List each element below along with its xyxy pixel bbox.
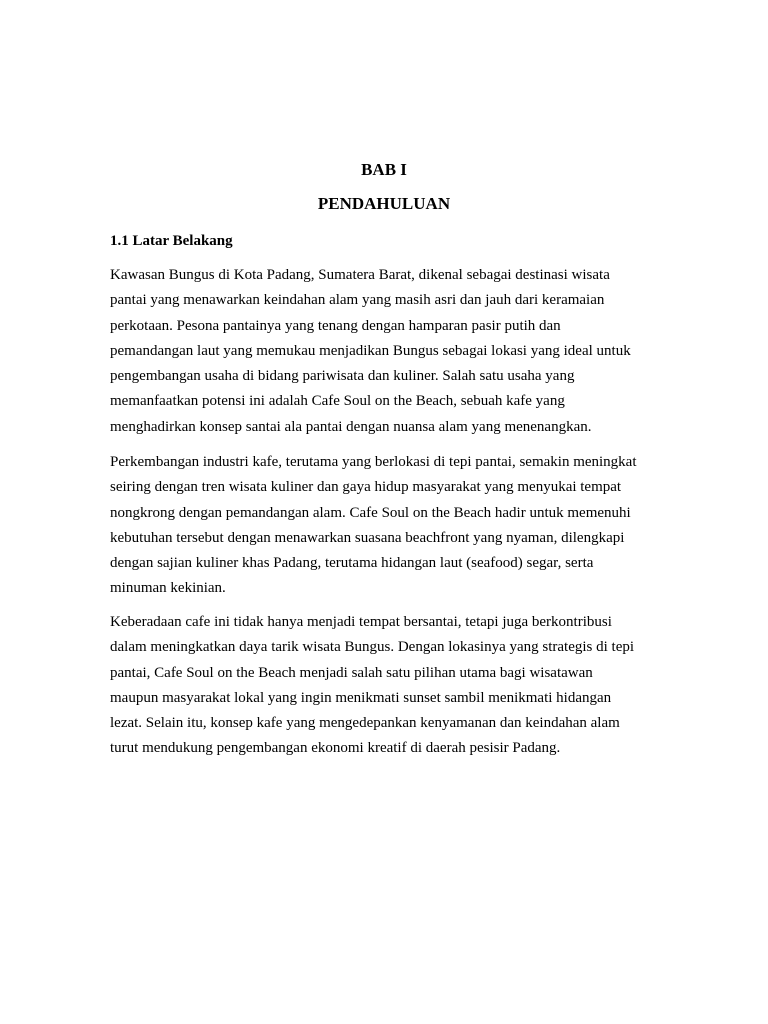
paragraph-line: dalam meningkatkan daya tarik wisata Bungus. Dengan lokasinya yang strategis di tepi xyxy=(110,639,635,656)
paragraph-line: nongkrong dengan pemandangan alam. Cafe Soul on the Beach hadir untuk memenuhi xyxy=(110,504,631,521)
paragraph-line: lezat. Selain itu, konsep kafe yang mengedepankan kenyamanan dan keindahan alam xyxy=(110,715,620,732)
paragraph-line: Keberadaan cafe ini tidak hanya menjadi tempat bersantai, tetapi juga berkontribusi xyxy=(110,614,612,630)
paragraph-line: memanfaatkan potensi ini adalah Cafe Soul on the Beach, sebuah kafe yang xyxy=(110,393,565,410)
chapter-number: BAB I xyxy=(361,160,407,179)
paragraph-line: pengembangan usaha di bidang pariwisata dan kuliner. Salah satu usaha yang xyxy=(110,368,575,385)
paragraph-line: kebutuhan tersebut dengan menawarkan suasana beachfront yang nyaman, dilengkapi xyxy=(110,529,625,546)
paragraph-1 xyxy=(110,263,670,440)
paragraph-line: pemandangan laut yang memukau menjadikan Bungus sebagai lokasi yang ideal untuk xyxy=(110,342,631,359)
chapter-title: PENDAHULUAN xyxy=(317,194,451,213)
paragraph-line: Kawasan Bungus di Kota Padang, Sumatera Barat, dikenal sebagai destinasi wisata xyxy=(110,267,610,283)
paragraph-line: perkotaan. Pesona pantainya yang tenang dengan hamparan pasir putih dan xyxy=(110,317,561,334)
paragraph-2 xyxy=(110,450,670,602)
section-heading: 1.1 Latar Belakang xyxy=(110,233,233,249)
paragraph-line: minuman kekinian. xyxy=(110,580,226,597)
paragraph-line: dengan sajian kuliner khas Padang, terutama hidangan laut (seafood) segar, serta xyxy=(110,555,594,572)
paragraph-line: seiring dengan tren wisata kuliner dan gaya hidup masyarakat yang menyukai tempat xyxy=(110,479,622,496)
paragraph-line: Perkembangan industri kafe, terutama yang berlokasi di tepi pantai, semakin meningkat xyxy=(110,454,637,470)
paragraph-line: pantai yang menawarkan keindahan alam yang masih asri dan jauh dari keramaian xyxy=(110,292,605,309)
paragraph-line: menghadirkan konsep santai ala pantai dengan nuansa alam yang menenangkan. xyxy=(110,418,592,435)
paragraph-3 xyxy=(110,610,670,762)
paragraph-line: maupun masyarakat lokal yang ingin menikmati sunset sambil menikmati hidangan xyxy=(110,689,612,706)
paragraph-line: turut mendukung pengembangan ekonomi kreatif di daerah pesisir Padang. xyxy=(110,740,561,757)
paragraph-line: pantai, Cafe Soul on the Beach menjadi salah satu pilihan utama bagi wisatawan xyxy=(110,664,593,681)
